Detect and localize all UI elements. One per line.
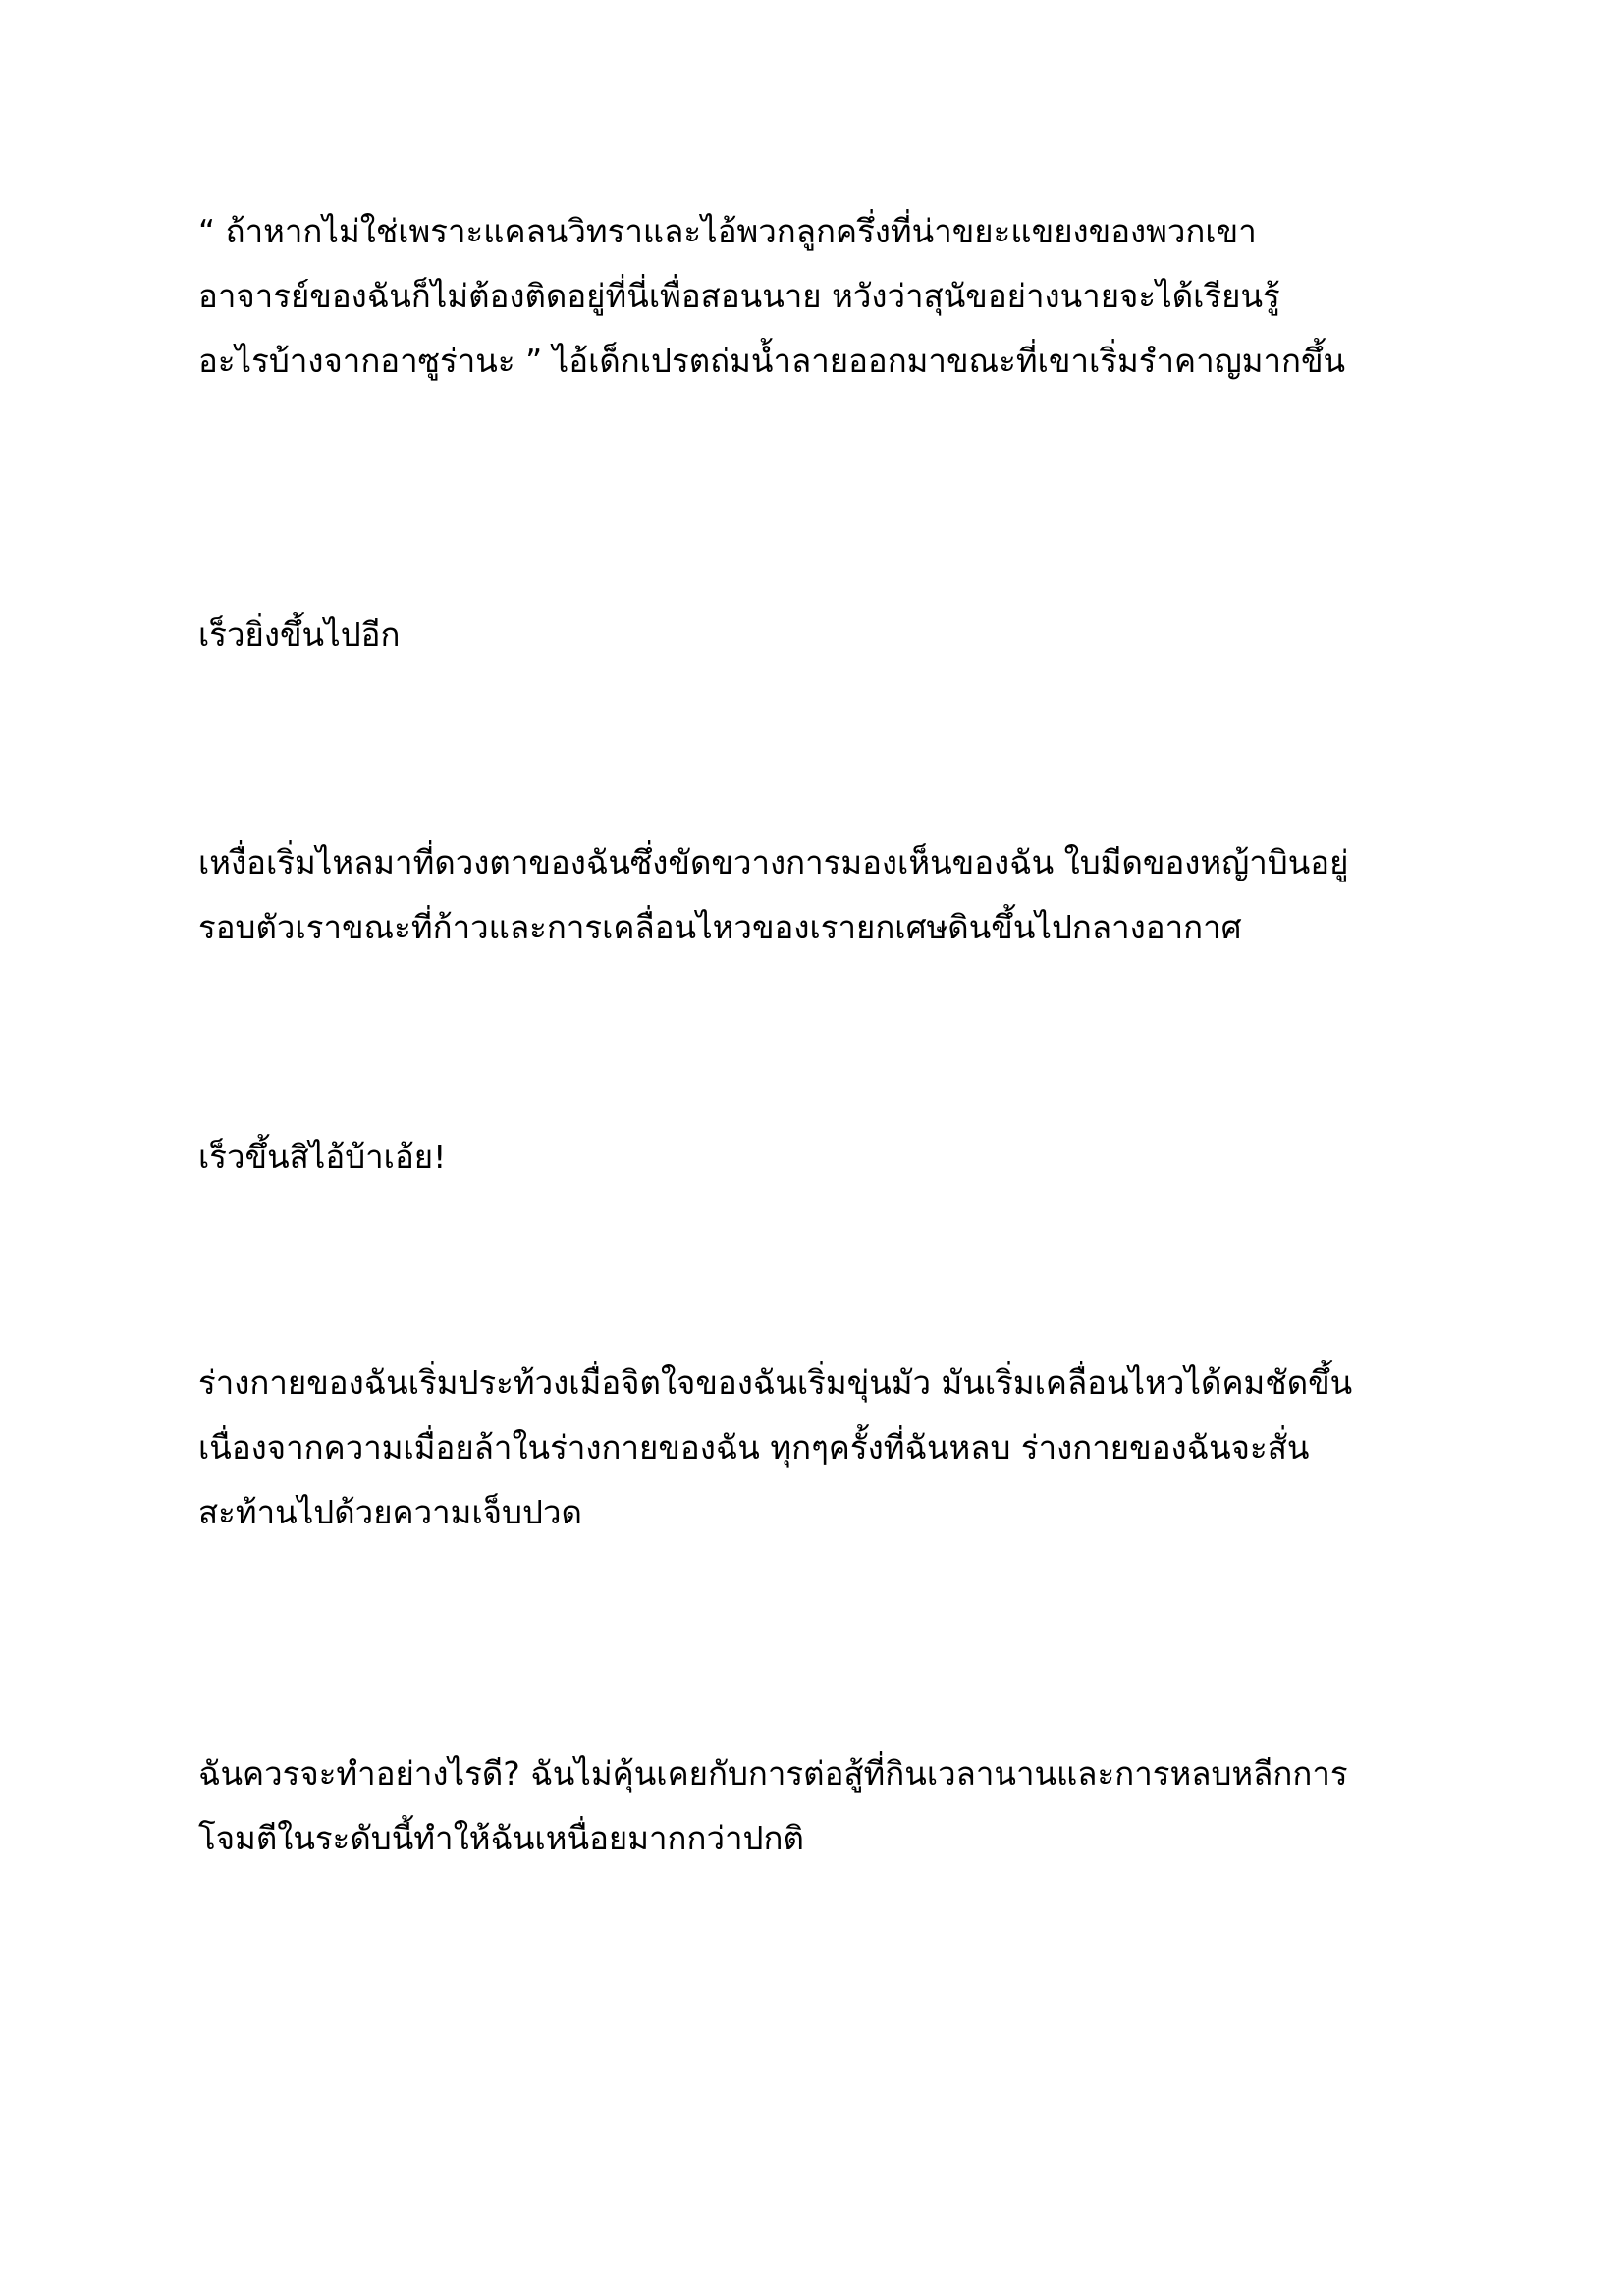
paragraph-hurry: เร็วขึ้นสิไอ้บ้าเอ้ย! (198, 1138, 447, 1176)
paragraph-what-to-do: ฉันควรจะทำอย่างไรดี? ฉันไม่คุ้นเคยกับการต่อสู้ที่กินเวลานานและการหลบหลีกการ โจมตีในระดับนี้ทำให้ฉันเหนื่อยมากกว่าปกติ (198, 1754, 1348, 1857)
paragraph-faster: เร็วยิ่งขึ้นไปอีก (198, 615, 401, 654)
paragraph-dialogue: “ ถ้าหากไม่ใช่เพราะแคลนวิทราและไอ้พวกลูกครึ่งที่น่าขยะแขยงของพวกเขา อาจารย์ของฉันก็ไม่ต้องติดอยู่ที่นี่เพื่อสอนนาย หวังว่าสุนัขอย่างนายจะได้เรียนรู้ อะไรบ้างจากอาซูร่านะ ” ไอ้เด็กเปรตถ่มน้ำลายออกมาขณะที่เขาเริ่มรำคาญมากขึ้น (198, 212, 1346, 380)
paragraph-sweat: เหงื่อเริ่มไหลมาที่ดวงตาของฉันซึ่งขัดขวางการมองเห็นของฉัน ใบมีดของหญ้าบินอยู่ รอบตัวเราขณะที่ก้าวและการเคลื่อนไหวของเรายกเศษดินขึ้นไปกลางอากาศ (198, 843, 1349, 946)
paragraph-body-protest: ร่างกายของฉันเริ่มประท้วงเมื่อจิตใจของฉันเริ่มขุ่นมัว มันเริ่มเคลื่อนไหวได้คมชัดขึ้น เนื่องจากความเมื่อยล้าในร่างกายของฉัน ทุกๆครั้งที่ฉันหลบ ร่างกายของฉันจะสั่น สะท้านไปด้วยความเจ็บปวด (198, 1363, 1353, 1531)
